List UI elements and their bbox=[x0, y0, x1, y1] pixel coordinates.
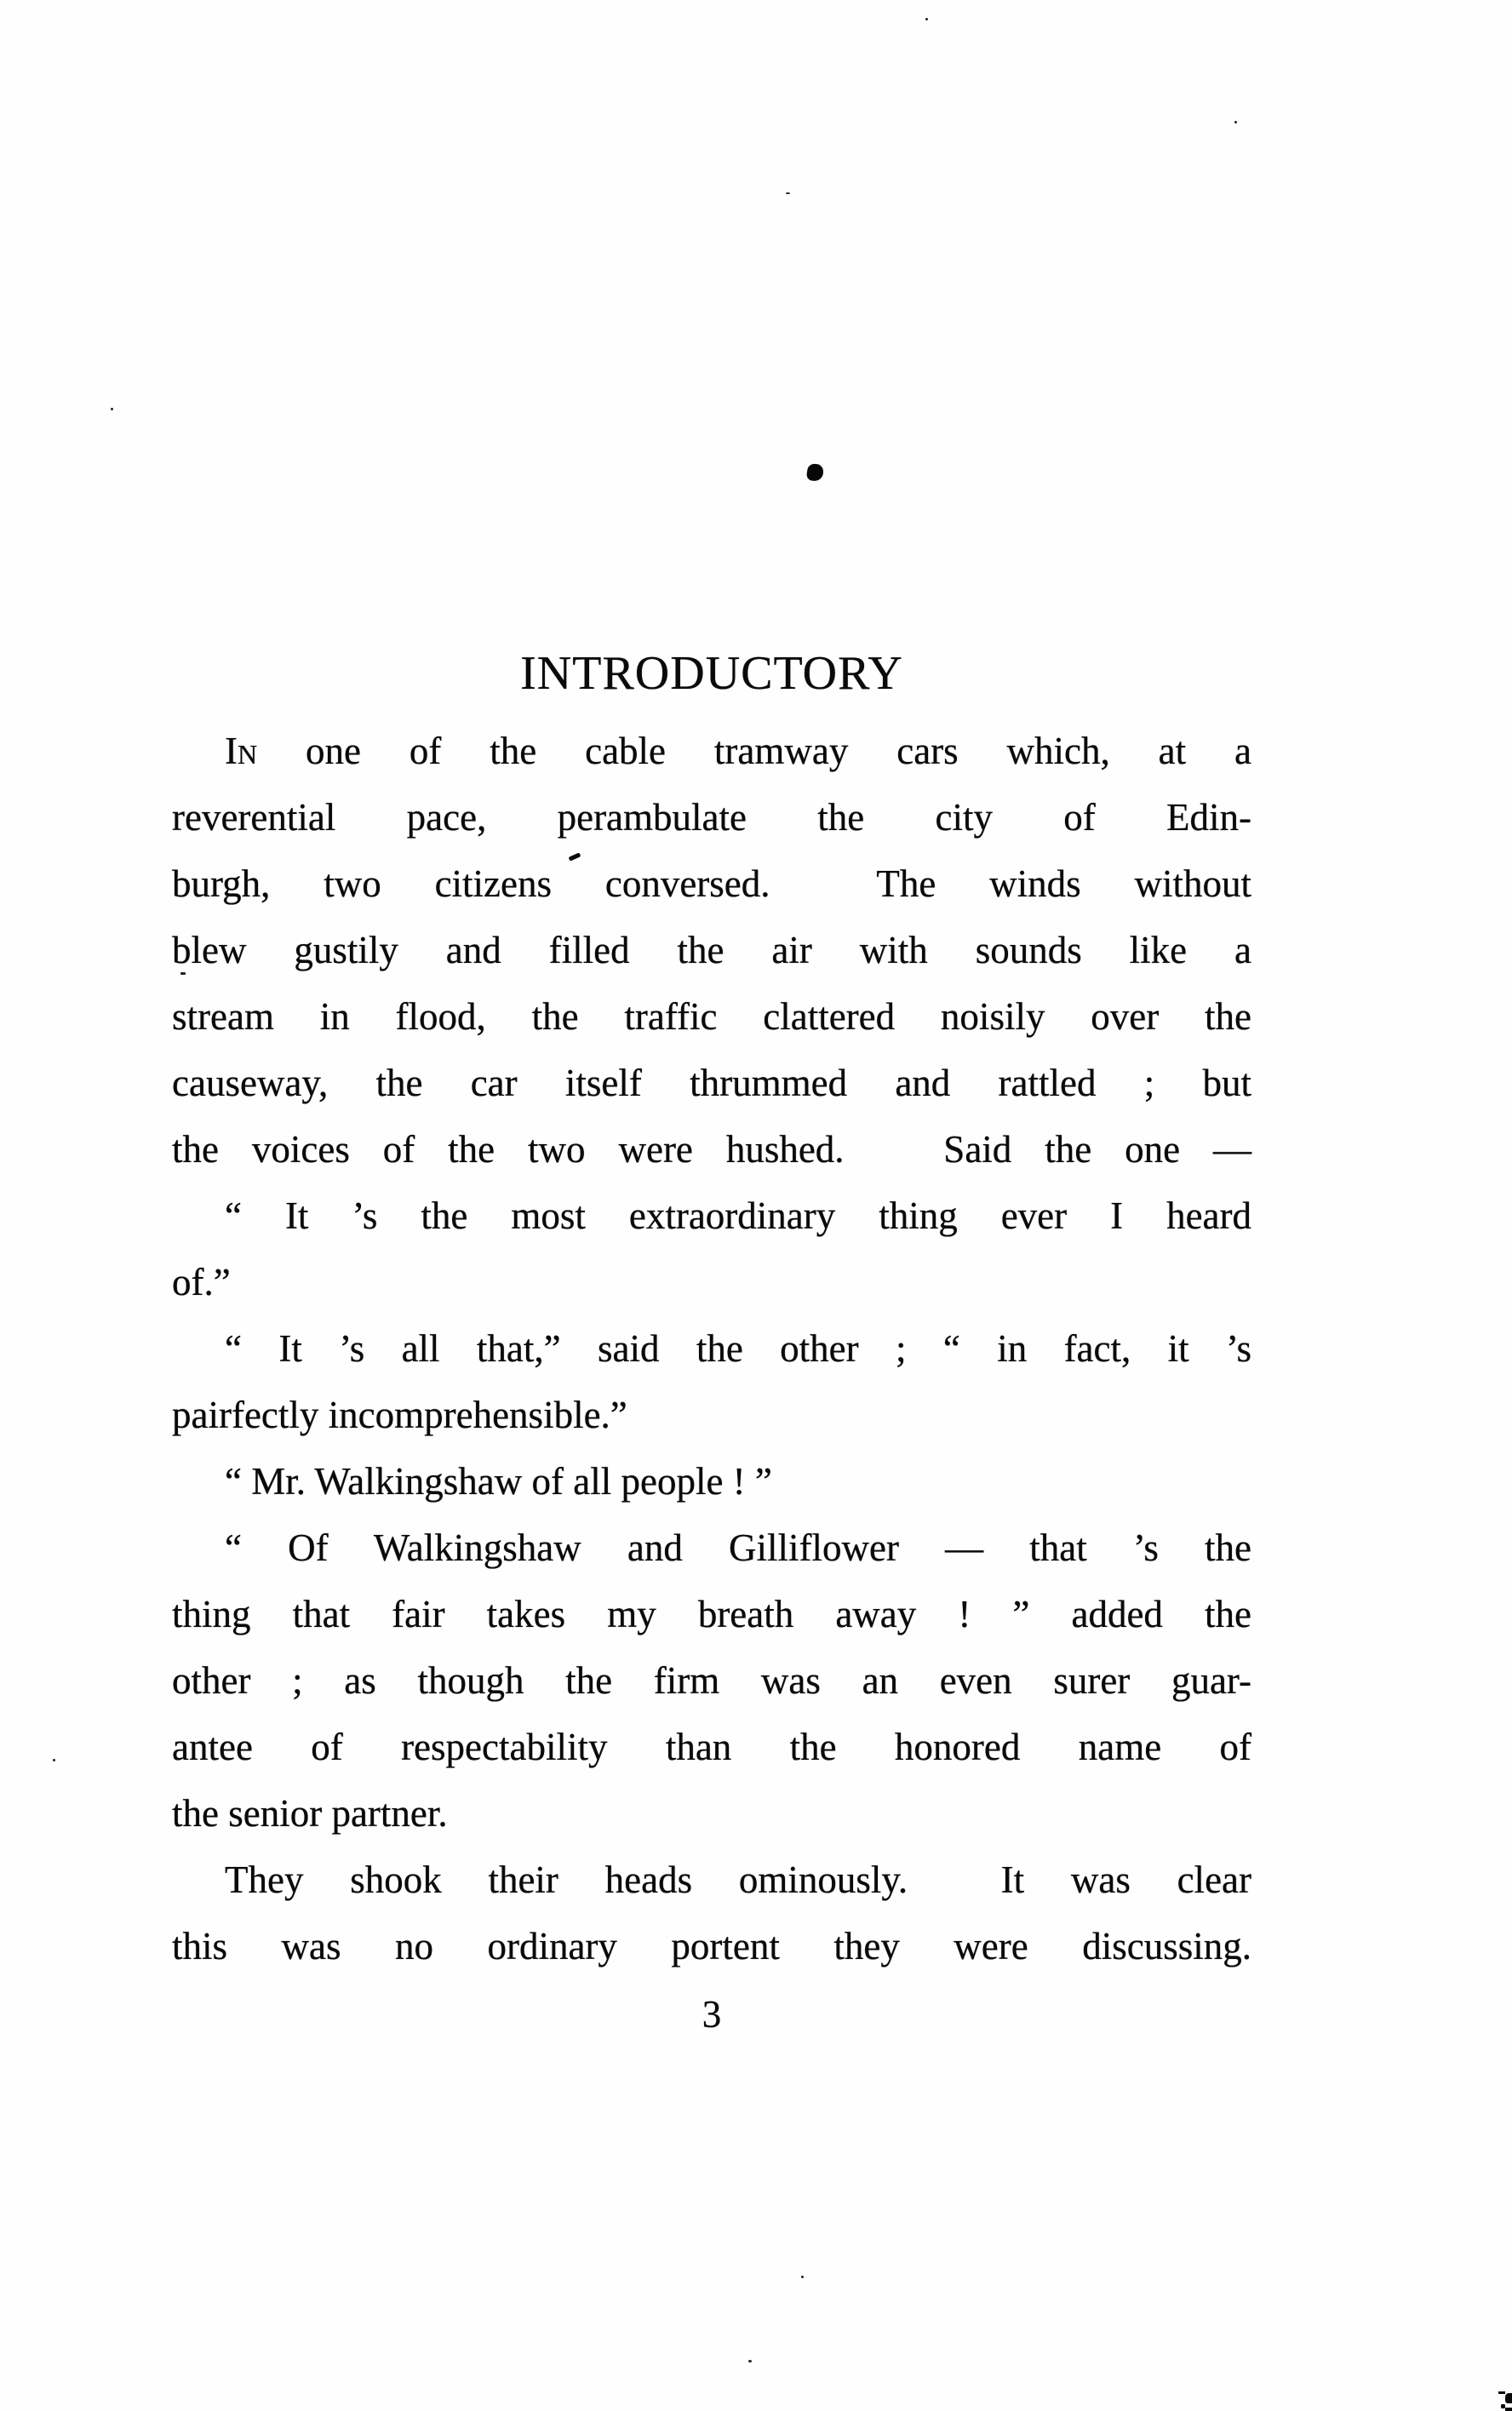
text-line: causeway, the car itself thrummed and rattled ; but bbox=[172, 1062, 1251, 1104]
text-line: pairfectly incomprehensible.” bbox=[172, 1394, 627, 1436]
text-line: stream in flood, the traffic clattered noisily over the bbox=[172, 995, 1251, 1038]
text-line: of.” bbox=[172, 1261, 231, 1303]
scan-mark-corner bbox=[1498, 2391, 1505, 2394]
text-line: “ Of Walkingshaw and Gilliflower — that ’s the bbox=[225, 1526, 1251, 1569]
text-line: this was no ordinary portent they were discussing. bbox=[172, 1925, 1251, 1967]
scan-speck bbox=[786, 192, 790, 194]
scan-speck bbox=[748, 2360, 752, 2362]
page-number: 3 bbox=[702, 1993, 722, 2036]
chapter-title: INTRODUCTORY bbox=[520, 646, 903, 700]
body-text bbox=[172, 718, 1251, 1979]
text-line: the senior partner. bbox=[172, 1792, 448, 1835]
text-line: burgh, two citizens conversed. The winds without bbox=[172, 862, 1251, 905]
scan-mark-corner bbox=[1505, 2393, 1512, 2403]
lead-word: In bbox=[225, 730, 258, 772]
text-line-rest: one of the cable tramway cars which, at a bbox=[257, 730, 1251, 772]
text-line: blew gustily and filled the air with sounds like a bbox=[172, 929, 1251, 971]
text-line: antee of respectability than the honored name of bbox=[172, 1726, 1251, 1768]
scan-speck bbox=[801, 2276, 804, 2278]
scan-mark-corner bbox=[1505, 2408, 1512, 2411]
text-line: the voices of the two were hushed. Said the one — bbox=[172, 1128, 1251, 1171]
ink-blot bbox=[806, 463, 825, 482]
text-line: They shook their heads ominously. It was clear bbox=[225, 1858, 1251, 1901]
text-line bbox=[172, 718, 1251, 784]
scan-speck bbox=[925, 18, 928, 20]
text-line: other ; as though the firm was an even surer guar- bbox=[172, 1659, 1251, 1702]
text-line: thing that fair takes my breath away ! ” added the bbox=[172, 1593, 1251, 1635]
text-line: “ It ’s all that,” said the other ; “ in fact, it ’s bbox=[225, 1327, 1251, 1370]
text-line: reverential pace, perambulate the city of Edin- bbox=[172, 796, 1251, 839]
text-line: “ Mr. Walkingshaw of all people ! ” bbox=[225, 1460, 772, 1503]
scan-speck bbox=[1234, 121, 1237, 123]
text-line: “ It ’s the most extraordinary thing ever I heard bbox=[225, 1194, 1251, 1237]
scan-speck bbox=[53, 1759, 55, 1761]
scan-speck bbox=[111, 408, 113, 410]
scan-speck bbox=[180, 972, 186, 975]
